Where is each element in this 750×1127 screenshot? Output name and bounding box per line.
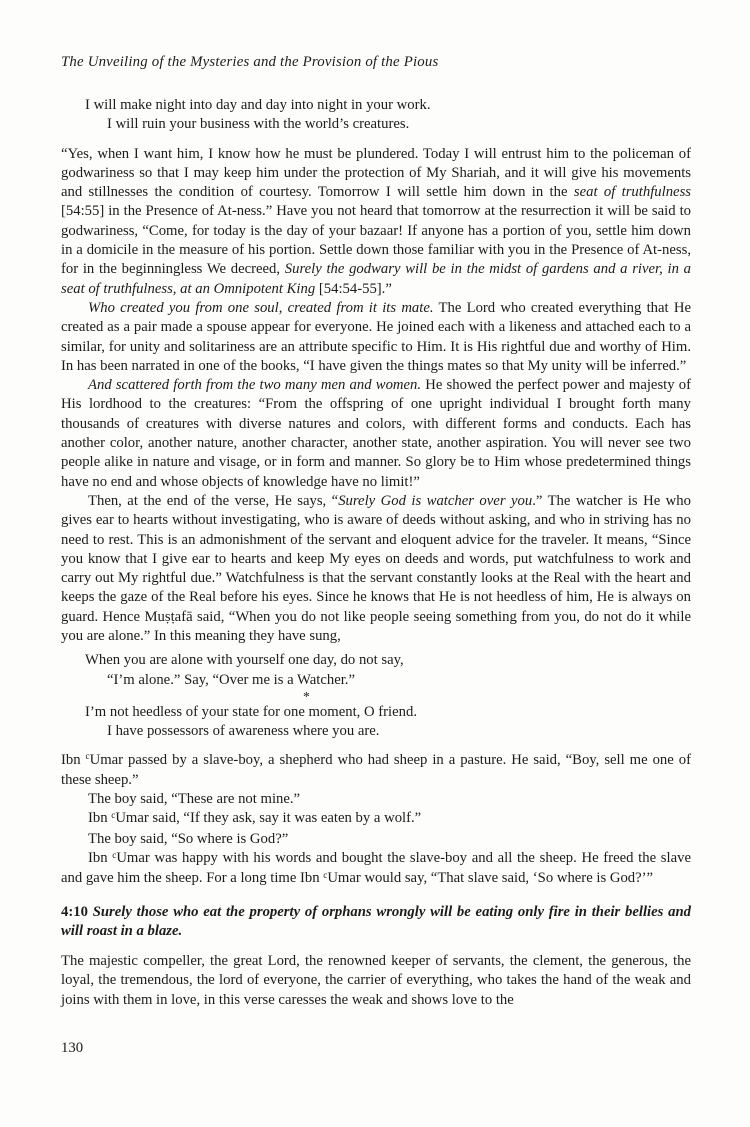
paragraph bbox=[61, 751, 691, 791]
text-segment: I’m not heedless of your state for one moment, O friend. bbox=[85, 703, 418, 720]
text-segment: Umar was happy with his words and bought the slave-boy and all the sheep. He freed the slave and gave him the sheep. For a long time Ibn bbox=[61, 849, 691, 887]
text-segment: Umar passed by a slave-boy, a shepherd who had sheep in a pasture. He said, “Boy, sell me one of these sheep.” bbox=[61, 751, 691, 788]
paragraph bbox=[61, 830, 691, 849]
text-segment: He showed the perfect power and majesty of His lordhood to the creatures: “From the offspring of one upright individual I brought forth many thousands of creatures with diverse natures and colors, with different forms and conducts. Each has another color, another nature, another character, another state, another aspiration. You will never see two people alike in nature and visage, or in form and manner. So glory be to Him whose predetermined things have no end and whose objects of knowledge have no limit!” bbox=[61, 377, 691, 490]
paragraph bbox=[61, 790, 691, 809]
verse-line bbox=[61, 722, 691, 741]
paragraph bbox=[61, 952, 691, 1010]
text-segment: Surely God is watcher over you bbox=[338, 492, 533, 509]
verse-block bbox=[61, 96, 691, 135]
paragraph bbox=[61, 809, 691, 829]
running-header: The Unveiling of the Mysteries and the Provision of the Pious bbox=[61, 54, 439, 70]
text-segment: Ibn bbox=[88, 810, 112, 827]
text-segment: And scattered forth from the two many men and women. bbox=[88, 377, 422, 394]
verse-citation-heading bbox=[61, 903, 691, 942]
text-segment: The boy said, “So where is God?” bbox=[88, 830, 289, 847]
text-segment: seat of truthfulness bbox=[573, 184, 691, 201]
text-segment: The boy said, “These are not mine.” bbox=[88, 791, 301, 808]
text-segment: Surely those who eat the property of orphans wrongly will be eating only fire in their bellies and will roast in a blaze. bbox=[61, 903, 691, 939]
text-segment: c bbox=[323, 870, 328, 881]
paragraph bbox=[61, 492, 691, 646]
paragraph bbox=[61, 145, 691, 299]
page-number: 130 bbox=[61, 1040, 84, 1056]
verse-line bbox=[61, 96, 691, 115]
verse-line bbox=[61, 671, 691, 690]
text-segment: Who created you from one soul, created from it its mate. bbox=[88, 299, 434, 316]
text-segment: 4:10 bbox=[61, 903, 93, 920]
text-segment: I will ruin your business with the world’s creatures. bbox=[107, 116, 410, 133]
text-segment: c bbox=[111, 810, 116, 821]
text-segment: “Yes, when I want him, I know how he must be plundered. Today I will entrust him to the policeman of godwariness so that I may keep him under the protection of My Shariah, and it will give his movements and stillnesses the condition of courtesy. Tomorrow I will settle him down in the bbox=[61, 145, 691, 201]
verse-separator bbox=[61, 690, 691, 703]
text-segment: [54:55] in the Presence of At-ness.” Have you not heard that tomorrow at the resurrection it will be said to godwariness, “Come, for today is the day of your bazaar! If anyone has a portion of you, settle him down in a domicile in the measure of his portion. Settle down those familiar with you in the Presence of At-ness, for in the beginningless We decreed, bbox=[61, 203, 691, 278]
paragraph bbox=[61, 299, 691, 376]
text-segment: The majestic compeller, the great Lord, the renowned keeper of servants, the clement, the generous, the loyal, the tremendous, the lord of everyone, the carrier of everything, who takes the hand of the weak and joins with them in love, in this verse caresses the weak and shows love to the bbox=[61, 953, 691, 1008]
paragraph bbox=[61, 849, 691, 890]
verse-line bbox=[61, 115, 691, 134]
paragraph bbox=[61, 376, 691, 492]
text-segment: c bbox=[85, 751, 90, 762]
text-segment: The Lord who created everything that He created as a pair made a spouse appear for everyone. He joined each with a likeness and attached each to a similar, for unity and solitariness are an attribute specific to Him. It is His rightful due and worthy of Him. In has been narrated in one of the books, “I have given the things mates so that My unity will be inferred.” bbox=[61, 299, 691, 374]
text-segment: I will make night into day and day into night in your work. bbox=[85, 97, 431, 113]
text-segment: .” The watcher is He who gives ear to hearts without investigating, who is aware of deeds without asking, and who in striving has no need to rest. This is an admonishment of the servant and eloquent advice for the traveler. It means, “Since you know that I give ear to hearts and keep My eyes on deeds and words, put watchfulness to work and carry out My rightful due.” Watchfulness is that the servant constantly looks at the Real with the heart and keeps the gaze of the Real before his eyes. Since he knows that He is not heedless of him, He is always on guard. Hence Muṣṭafā said, “When you do not like people seeing something from you, do not do it while you are alone.” In this meaning they have sung, bbox=[61, 492, 691, 645]
text-segment: “I’m alone.” Say, “Over me is a Watcher.” bbox=[107, 671, 355, 688]
text-segment: * bbox=[303, 688, 310, 704]
text-segment: Then, at the end of the verse, He says, “ bbox=[88, 492, 339, 509]
text-segment: Ibn bbox=[88, 849, 113, 866]
text-segment: I have possessors of awareness where you are. bbox=[107, 723, 380, 740]
text-segment: Umar would say, “That slave said, ‘So where is God?’” bbox=[327, 870, 654, 887]
verse-line bbox=[61, 651, 691, 670]
verse-block bbox=[61, 651, 691, 741]
text-segment: Surely the godwary will be in the midst of gardens and a river, in a seat of truthfulness, at an Omnipotent King bbox=[61, 261, 691, 297]
text-segment: [54:54-55].” bbox=[315, 280, 392, 297]
text-segment: c bbox=[112, 849, 117, 860]
verse-line bbox=[61, 703, 691, 722]
text-segment: When you are alone with yourself one day, do not say, bbox=[85, 652, 404, 669]
text-segment: Umar said, “If they ask, say it was eaten by a wolf.” bbox=[115, 810, 422, 827]
page-body bbox=[61, 96, 691, 1010]
text-segment: Ibn bbox=[61, 751, 86, 768]
